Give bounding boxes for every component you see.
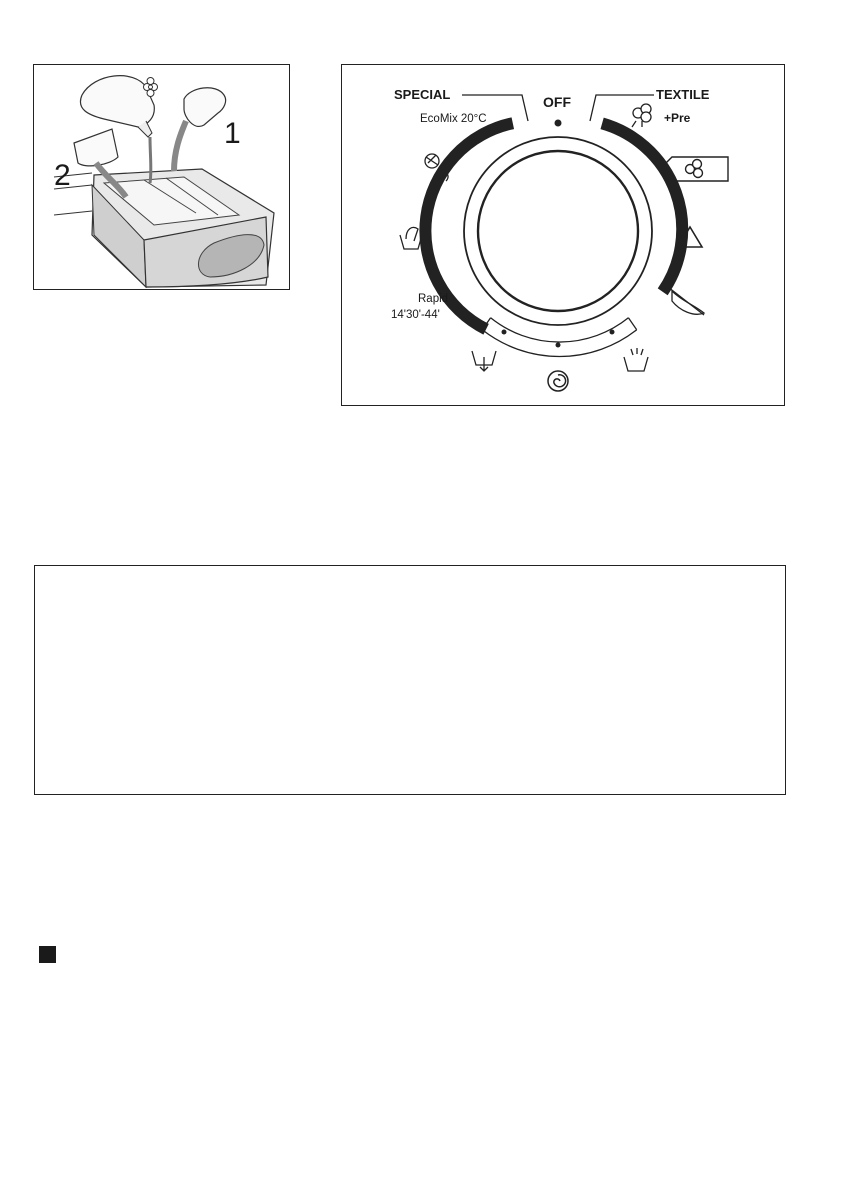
compartment-label-2: 2 [54, 159, 71, 192]
special-label: SPECIAL [394, 87, 451, 102]
spin-icon [548, 371, 568, 391]
rinse-icon [624, 348, 648, 371]
program-dial-illustration [342, 65, 784, 405]
dispenser-figure [33, 64, 290, 290]
rapid-label: Rapid [418, 293, 449, 305]
program-knob[interactable] [478, 151, 638, 311]
section-bullet-square [39, 946, 56, 963]
ecomix-label: EcoMix 20°C [420, 113, 487, 125]
dispenser-illustration [34, 65, 289, 289]
cotton-prewash-icon [632, 104, 651, 127]
off-position-dot [555, 120, 562, 127]
textile-label: TEXTILE [656, 87, 710, 102]
rapid-times-label: 14'30'-44' [391, 309, 440, 321]
compartment-label-1: 1 [224, 117, 241, 150]
handwash-icon [400, 227, 422, 249]
extras-ring-inner [491, 318, 629, 342]
delicate-feather-icon [668, 287, 704, 315]
note-box [34, 565, 786, 795]
drain-icon [472, 351, 496, 371]
off-label: OFF [543, 94, 571, 110]
program-dial-figure [341, 64, 785, 406]
prewash-label: +Pre [664, 111, 691, 125]
